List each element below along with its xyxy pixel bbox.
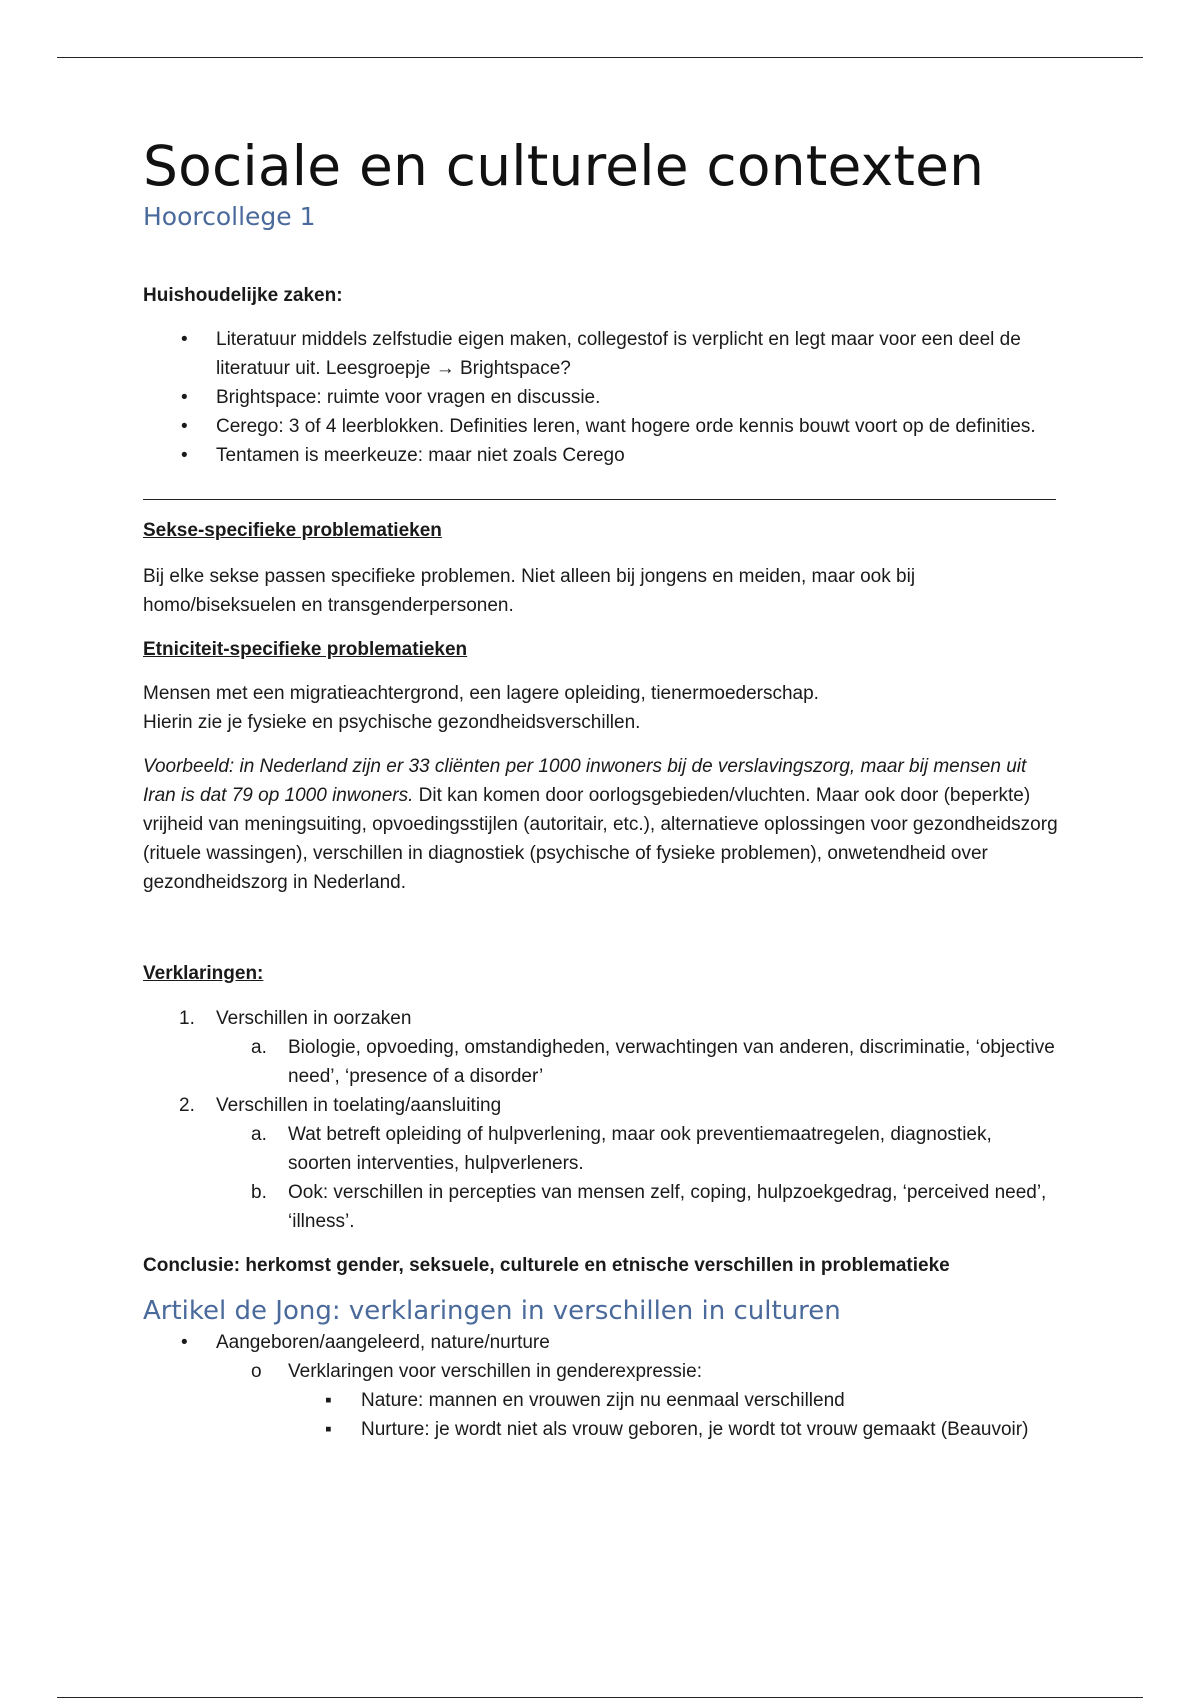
huishoudelijk-heading: Huishoudelijke zaken: [143, 285, 343, 307]
sub-list-item-text: Ook: verschillen in percepties van mensen zelf, coping, hulpzoekgedrag, ‘perceived need’, ‘illness’. [288, 1182, 1047, 1233]
sub-list-item-text: Verklaringen voor verschillen in genderexpressie: [288, 1361, 703, 1383]
list-item-text: Verschillen in toelating/aansluiting [216, 1095, 502, 1117]
list-item [143, 441, 1058, 470]
document-subtitle: Hoorcollege 1 [143, 202, 316, 232]
bullet-icon: • [181, 445, 188, 467]
sub-list-item-text: Wat betreft opleiding of hulpverlening, maar ook preventiemaatregelen, diagnostiek, soorten interventies, hulpverleners. [288, 1124, 992, 1175]
square-bullet-icon: ▪ [325, 1390, 332, 1412]
etniciteit-heading: Etniciteit-specifieke problematieken [143, 639, 468, 661]
list-item [143, 383, 1058, 412]
document-page [143, 135, 1058, 1444]
sub-list-item [143, 1033, 1058, 1091]
list-item [143, 1328, 1058, 1357]
circle-bullet-icon: o [251, 1361, 262, 1383]
bullet-icon: • [181, 1332, 188, 1354]
sub-sub-list-item [143, 1415, 1058, 1444]
sub-list-item [143, 1178, 1058, 1236]
huishoudelijk-list [143, 325, 1058, 470]
footer-rule [57, 1697, 1143, 1698]
list-item-text: Aangeboren/aangeleerd, nature/nurture [216, 1332, 550, 1354]
list-item-text: Cerego: 3 of 4 leerblokken. Definities leren, want hogere orde kennis bouwt voort op de definities. [216, 416, 1036, 438]
sub-sub-list-item [143, 1386, 1058, 1415]
list-item-text: Tentamen is meerkeuze: maar niet zoals Cerego [216, 445, 625, 467]
verklaringen-list [143, 1004, 1058, 1236]
etniciteit-line-1: Mensen met een migratieachtergrond, een lagere opleiding, tienermoederschap. [143, 683, 819, 705]
bullet-icon: • [181, 416, 188, 438]
list-item [143, 325, 1058, 383]
etniciteit-example [143, 752, 1058, 897]
sub-list-item-text: Biologie, opvoeding, omstandigheden, verwachtingen van anderen, discriminatie, ‘objective need’, ‘presence of a disorder’ [288, 1037, 1055, 1088]
list-number: 2. [179, 1095, 195, 1117]
sekse-paragraph: Bij elke sekse passen specifieke problemen. Niet alleen bij jongens en meiden, maar ook bij homo/biseksuelen en transgenderpersonen. [143, 566, 916, 617]
list-number: 1. [179, 1008, 195, 1030]
list-item [143, 412, 1058, 441]
list-item [143, 1091, 1058, 1120]
verklaringen-heading: Verklaringen: [143, 963, 264, 985]
bullet-icon: • [181, 387, 188, 409]
list-letter: a. [251, 1037, 267, 1059]
example-italic-text: Voorbeeld: in Nederland zijn er 33 cliënten per 1000 inwoners bij de verslavingszorg, maar bij mensen uit Iran is dat 79 op 1000 inwoners. [143, 756, 1027, 807]
bullet-icon: • [181, 329, 188, 351]
list-item-text: Literatuur middels zelfstudie eigen maken, collegestof is verplicht en legt maar voor een deel de literatuur uit. Leesgroepje → Brightspace? [216, 329, 1021, 380]
example-text: Dit kan komen door oorlogsgebieden/vluchten. Maar ook door (beperkte) vrijheid van meningsuiting, opvoedingsstijlen (autoritair, etc.), alternatieve oplossingen voor gezondheidszorg (rituele wassingen), verschillen in diagnostiek (psychische of fysieke problemen), onwetendheid over gezondheidszorg in Nederland. [143, 785, 1058, 894]
sub-sub-list-item-text: Nurture: je wordt niet als vrouw geboren, je wordt tot vrouw gemaakt (Beauvoir) [361, 1419, 1029, 1441]
conclusie-text: Conclusie: herkomst gender, seksuele, culturele en etnische verschillen in problematieke [143, 1255, 950, 1277]
document-title: Sociale en culturele contexten [143, 134, 985, 198]
header-rule [57, 57, 1143, 58]
list-letter: a. [251, 1124, 267, 1146]
list-item-text: Verschillen in oorzaken [216, 1008, 412, 1030]
artikel-heading: Artikel de Jong: verklaringen in verschillen in culturen [143, 1296, 841, 1327]
sub-list-item [143, 1120, 1058, 1178]
sub-list-item [143, 1357, 1058, 1386]
sekse-heading: Sekse-specifieke problematieken [143, 520, 442, 542]
artikel-list [143, 1328, 1058, 1444]
etniciteit-line-2: Hierin zie je fysieke en psychische gezondheidsverschillen. [143, 712, 641, 734]
list-letter: b. [251, 1182, 267, 1204]
square-bullet-icon: ▪ [325, 1419, 332, 1441]
list-item-text: Brightspace: ruimte voor vragen en discussie. [216, 387, 601, 409]
sub-sub-list-item-text: Nature: mannen en vrouwen zijn nu eenmaal verschillend [361, 1390, 845, 1412]
list-item [143, 1004, 1058, 1033]
